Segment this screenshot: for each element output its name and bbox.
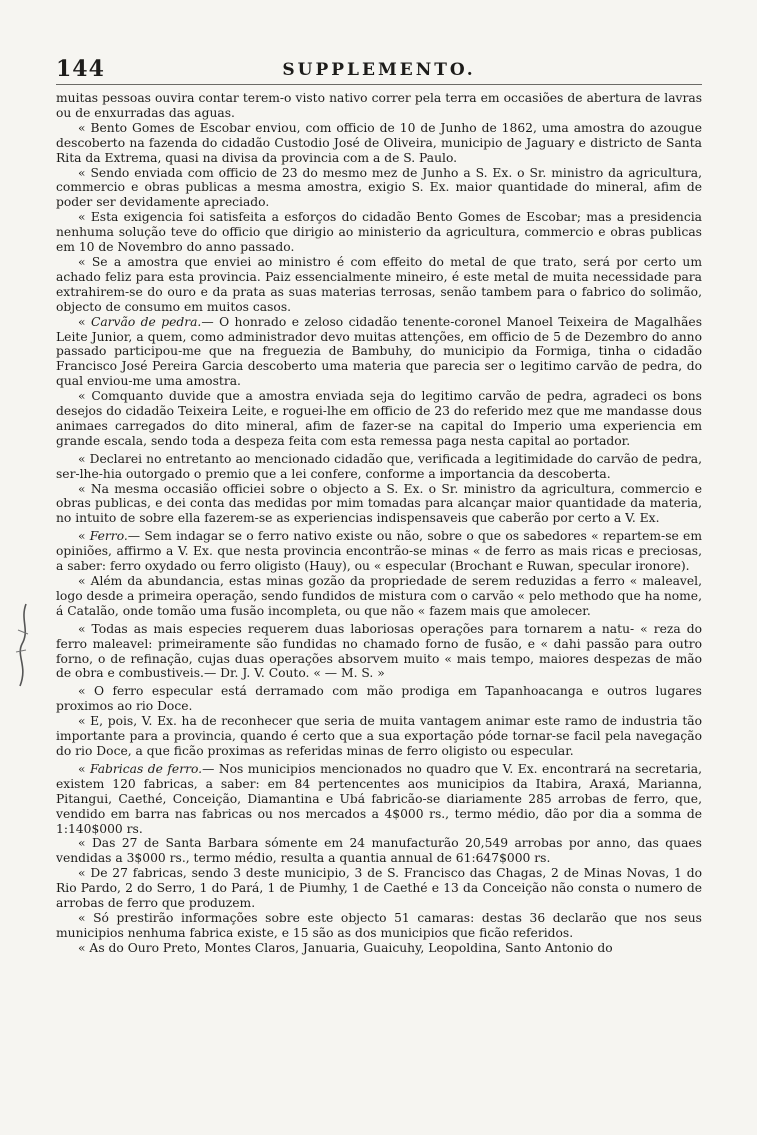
- running-title: SUPPLEMENTO.: [282, 60, 476, 80]
- paragraph: muitas pessoas ouvira contar terem-o visto nativo correr pela terra em occasiões de abertura de lavras ou de enxurradas das aguas.: [56, 91, 702, 120]
- paragraph: « Comquanto duvide que a amostra enviada seja do legitimo carvão de pedra, agradeci os bons desejos do cidadão Teixeira Leite, e roguei-lhe em officio de 23 do referido mez que me mandasse dous animaes carregados do dito mineral, afim de fazer-se na capital do Imperio uma experiencia em grande escala, sendo toda a despeza feita com esta remessa paga nesta capital ao portador.: [56, 389, 702, 448]
- margin-ink-mark-icon: [6, 600, 34, 690]
- paragraph: « Todas as mais especies requerem duas laboriosas operações para tornarem a natu- « reza do ferro maleavel: primeiramente são fundidas no chamado forno de fusão, e « dahi passão para outro forno, o de refinação, cujas duas operações absorvem muito « mais tempo, maiores despezas de mão de obra e combustiveis.— Dr. J. V. Couto. « — M. S. »: [56, 621, 702, 681]
- section-title: Fabricas de ferro.: [90, 761, 203, 776]
- section-title: Ferro.: [89, 529, 128, 544]
- paragraph-section-fabricas: « Fabricas de ferro.— Nos municipios mencionados no quadro que V. Ex. encontrará na secretaria, existem 120 fabricas, a saber: em 84 pertencentes aos municipios da Itabira, Araxá, Marianna, Pitangui, Caethé, Conceição, Diamantina e Ubá fabricão-se diariamente 285 arrobas de ferro, que, vendido em barra nas fabricas ou nos mercados a 4$000 rs., termo médio, dão por dia a somma de 1:140$000 rs.: [56, 761, 702, 836]
- paragraph: « Bento Gomes de Escobar enviou, com officio de 10 de Junho de 1862, uma amostra do azougue descoberto na fazenda do cidadão Custodio José de Oliveira, municipio de Jaguary e districto de Santa Rita da Extrema, quasi na divisa da provincia com a de S. Paulo.: [56, 120, 702, 165]
- paragraph: « As do Ouro Preto, Montes Claros, Januaria, Guaicuhy, Leopoldina, Santo Antonio do: [78, 940, 613, 955]
- paragraph: « O ferro especular está derramado com mão prodiga em Tapanhoacanga e outros lugares proximos ao rio Doce.: [56, 684, 702, 714]
- paragraph: « Esta exigencia foi satisfeita a esforços do cidadão Bento Gomes de Escobar; mas a presidencia nenhuma solução teve do officio que dirigio ao ministerio da agricultura, commercio e obras publicas em 10 de Novembro do anno passado.: [56, 210, 702, 255]
- paragraph: « Declarei no entretanto ao mencionado cidadão que, verificada a legitimidade do carvão de pedra, ser-lhe-hia outorgado o premio que a lei confere, conforme a importancia da descoberta.: [56, 451, 702, 481]
- paragraph-section-carvao: « Carvão de pedra.— O honrado e zeloso cidadão tenente-coronel Manoel Teixeira de Magalhães Leite Junior, a quem, como administrador devo muitas attenções, em officio de 5 de Dezembro do anno passado participou-me que na freguezia de Bambuhy, do municipio da Formiga, tinha o cidadão Francisco José Pereira Garcia descoberto uma materia que parecia ser o legitimo carvão de pedra, do qual enviou-me uma amostra.: [56, 314, 702, 389]
- section-title: Carvão de pedra.: [90, 314, 202, 329]
- page-number: 144: [56, 56, 105, 82]
- document-page: [56, 56, 702, 1096]
- paragraph: « Na mesma occasião officiei sobre o objecto a S. Ex. o Sr. ministro da agricultura, commercio e obras publicas, e dei conta das medidas por mim tomadas para alcançar maior quantidade da materia, no intuito de sobre ella fazerem-se as experiencias indispensaveis que caberão por certo a V. Ex.: [56, 481, 702, 526]
- paragraph: « Além da abundancia, estas minas gozão da propriedade de serem reduzidas a ferro « maleavel, logo desde a primeira operação, sendo fundidos de mistura com o carvão « pelo methodo que ha nome, á Catalão, onde tomão uma fusão incompleta, ou que não « fazem mais que amolecer.: [56, 574, 702, 618]
- paragraph: « De 27 fabricas, sendo 3 deste municipio, 3 de S. Francisco das Chagas, 2 de Minas Novas, 1 do Rio Pardo, 2 do Serro, 1 do Pará, 1 de Piumhy, 1 de Caethé e 13 da Conceição não consta o numero de arrobas de ferro que produzem.: [56, 866, 702, 911]
- paragraph-section-ferro: « Ferro.— Sem indagar se o ferro nativo existe ou não, sobre o que os sabedores « repartem-se em opiniões, affirmo a V. Ex. que nesta provincia encontrão-se minas « de ferro as mais ricas e preciosas, a saber: ferro oxydado ou ferro oligisto (Hauy), ou « especular (Brochant e Ruwan, specular ironore).: [56, 529, 702, 574]
- paragraph: « Se a amostra que enviei ao ministro é com effeito do metal de que trato, será por certo um achado feliz para esta provincia. Paiz essencialmente mineiro, é este metal de muita necessidade para extrahirem-se do ouro e da prata as suas materias terrosas, senão tambem para o fabrico do solimão, objecto de consumo em muitos casos.: [56, 254, 702, 314]
- paragraph: « Só prestirão informações sobre este objecto 51 camaras: destas 36 declarão que nos seus municipios nenhuma fabrica existe, e 15 são as dos municipios que ficão referidos.: [56, 910, 702, 940]
- paragraph: « E, pois, V. Ex. ha de reconhecer que seria de muita vantagem animar este ramo de industria tão importante para a provincia, quando é certo que a sua exportação póde tornar-se facil pela navegação do rio Doce, a que ficão proximas as referidas minas de ferro oligisto ou especular.: [56, 714, 702, 758]
- body-text: [56, 91, 702, 956]
- paragraph: « Das 27 de Santa Barbara sómente em 24 manufacturão 20,549 arrobas por anno, das quaes vendidas a 3$000 rs., termo médio, resulta a quantia annual de 61:647$000 rs.: [56, 836, 702, 866]
- page-header: [56, 56, 702, 85]
- paragraph: « Sendo enviada com officio de 23 do mesmo mez de Junho a S. Ex. o Sr. ministro da agricultura, commercio e obras publicas a mesma amostra, exigio S. Ex. maior quantidade do mineral, afim de poder ser devidamente apreciado.: [56, 165, 702, 210]
